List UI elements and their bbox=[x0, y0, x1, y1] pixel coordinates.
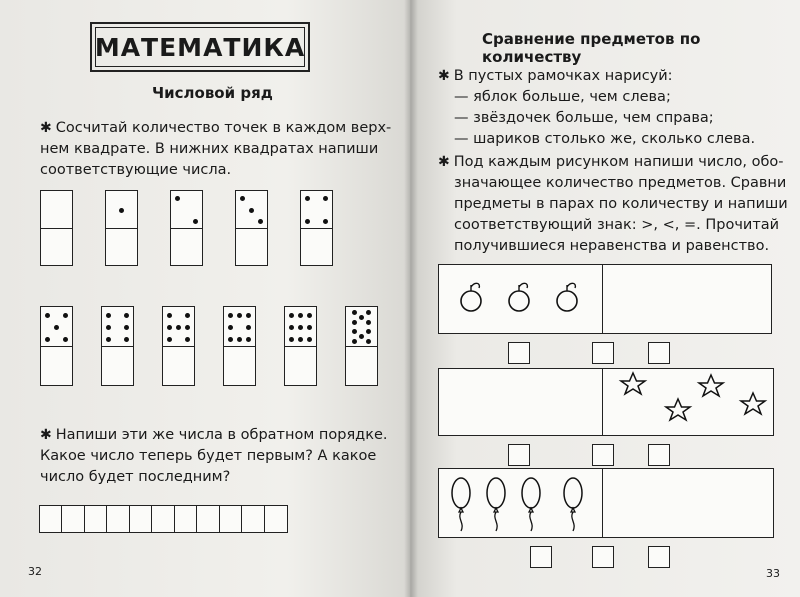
task1-line-3: соответствующие числа. bbox=[40, 162, 232, 178]
answer-cell[interactable] bbox=[39, 505, 63, 533]
domino-dot bbox=[63, 313, 68, 318]
domino-card bbox=[162, 306, 195, 386]
stars-left-pane[interactable] bbox=[438, 368, 604, 436]
bullet-star-icon: ✱ bbox=[438, 68, 450, 84]
right-task2-line-5: получившиеся неравенства и равенство. bbox=[454, 238, 770, 254]
domino-dot bbox=[366, 320, 371, 325]
task2-line-2: Какое число теперь будет первым? А какое bbox=[40, 448, 377, 464]
task2-line-3: число будет последним? bbox=[40, 469, 231, 485]
domino-dot bbox=[246, 337, 251, 342]
task1-line-2: нем квадрате. В нижних квадратах напиши bbox=[40, 141, 379, 157]
domino-dot bbox=[298, 325, 303, 330]
bullet-star-icon: ✱ bbox=[40, 427, 52, 443]
domino-card bbox=[300, 190, 333, 266]
domino-card bbox=[101, 306, 134, 386]
balloon-icon bbox=[487, 478, 505, 531]
answer-cell[interactable] bbox=[174, 505, 198, 533]
domino-card bbox=[40, 190, 73, 266]
domino-card bbox=[345, 306, 378, 386]
domino-dot bbox=[352, 320, 357, 325]
bullet-star-icon: ✱ bbox=[438, 154, 450, 170]
domino-dot bbox=[45, 337, 50, 342]
answer-cells-row bbox=[40, 505, 288, 533]
count-box[interactable] bbox=[508, 444, 530, 466]
domino-answer-area[interactable] bbox=[102, 346, 133, 385]
domino-dot bbox=[352, 310, 357, 315]
right-task2-line-1: Под каждым рисунком напиши число, обо- bbox=[453, 154, 784, 170]
domino-dot bbox=[185, 325, 190, 330]
apple-icon bbox=[509, 283, 529, 311]
domino-dot bbox=[167, 313, 172, 318]
domino-dot bbox=[298, 337, 303, 342]
domino-dot bbox=[124, 337, 129, 342]
domino-dot bbox=[185, 313, 190, 318]
domino-dot bbox=[305, 219, 310, 224]
section-title-box bbox=[90, 22, 310, 72]
balloons-right-pane[interactable] bbox=[602, 468, 774, 538]
domino-dot bbox=[176, 325, 181, 330]
right-task1-intro: В пустых рамочках нарисуй: bbox=[453, 68, 673, 84]
domino-answer-area[interactable] bbox=[285, 346, 316, 385]
task1-line-1: Сосчитай количество точек в каждом верх- bbox=[55, 120, 392, 136]
domino-dot bbox=[307, 313, 312, 318]
domino-card bbox=[40, 306, 73, 386]
answer-cell[interactable] bbox=[61, 505, 85, 533]
domino-answer-area[interactable] bbox=[163, 346, 194, 385]
apple-icon bbox=[461, 283, 481, 311]
domino-dot bbox=[54, 325, 59, 330]
answer-cell[interactable] bbox=[264, 505, 288, 533]
right-task-2 bbox=[438, 152, 788, 257]
domino-answer-area[interactable] bbox=[346, 346, 377, 385]
right-task1-item-3: — шариков столько же, сколько слева. bbox=[454, 131, 756, 147]
domino-dot bbox=[305, 196, 310, 201]
domino-dot bbox=[289, 313, 294, 318]
right-task1-item-1: — яблок больше, чем слева; bbox=[454, 89, 671, 105]
domino-dot bbox=[258, 219, 263, 224]
domino-answer-area[interactable] bbox=[301, 228, 332, 265]
answer-cell[interactable] bbox=[151, 505, 175, 533]
domino-card bbox=[223, 306, 256, 386]
domino-card bbox=[235, 190, 268, 266]
star-icon bbox=[666, 399, 690, 420]
domino-dot bbox=[228, 325, 233, 330]
task2-line-1: Напиши эти же числа в обратном порядке. bbox=[55, 427, 388, 443]
right-task2-line-4: соответствующий знак: >, <, =. Прочитай bbox=[454, 217, 780, 233]
domino-dot bbox=[237, 313, 242, 318]
answer-cell[interactable] bbox=[241, 505, 265, 533]
domino-dot bbox=[298, 313, 303, 318]
domino-dot bbox=[106, 337, 111, 342]
domino-dot bbox=[246, 313, 251, 318]
domino-dot bbox=[289, 337, 294, 342]
domino-dot bbox=[124, 313, 129, 318]
sign-box[interactable] bbox=[592, 546, 614, 568]
stars-right-pane bbox=[602, 368, 774, 436]
sign-box[interactable] bbox=[592, 342, 614, 364]
domino-card bbox=[105, 190, 138, 266]
balloon-icon bbox=[522, 478, 540, 531]
domino-dot bbox=[106, 325, 111, 330]
balloon-icon bbox=[452, 478, 470, 531]
answer-cell[interactable] bbox=[84, 505, 108, 533]
domino-dot bbox=[359, 334, 364, 339]
balloons-left-pane bbox=[438, 468, 604, 538]
star-icon bbox=[621, 373, 645, 394]
apples-right-pane[interactable] bbox=[602, 264, 772, 334]
domino-dot bbox=[366, 329, 371, 334]
domino-dot bbox=[246, 325, 251, 330]
count-box[interactable] bbox=[648, 546, 670, 568]
domino-dot bbox=[167, 325, 172, 330]
answer-cell[interactable] bbox=[129, 505, 153, 533]
domino-answer-area[interactable] bbox=[224, 346, 255, 385]
domino-answer-area[interactable] bbox=[171, 228, 202, 265]
left-task-1 bbox=[40, 118, 391, 181]
domino-dot bbox=[106, 313, 111, 318]
right-task2-line-2: значающее количество предметов. Сравни bbox=[454, 175, 787, 191]
domino-card bbox=[170, 190, 203, 266]
domino-dot bbox=[323, 196, 328, 201]
domino-dot bbox=[185, 337, 190, 342]
bullet-star-icon: ✱ bbox=[40, 120, 52, 136]
domino-dot bbox=[193, 219, 198, 224]
apples-group bbox=[439, 265, 602, 332]
balloon-icon bbox=[564, 478, 582, 531]
count-box[interactable] bbox=[530, 546, 552, 568]
domino-dot bbox=[249, 208, 254, 213]
book-gutter bbox=[404, 0, 418, 597]
count-box[interactable] bbox=[508, 342, 530, 364]
domino-dot bbox=[124, 325, 129, 330]
sign-box[interactable] bbox=[592, 444, 614, 466]
domino-dot bbox=[366, 339, 371, 344]
answer-cell[interactable] bbox=[219, 505, 243, 533]
domino-answer-area[interactable] bbox=[41, 228, 72, 265]
domino-dot bbox=[352, 329, 357, 334]
star-icon bbox=[699, 375, 723, 396]
domino-dot bbox=[352, 339, 357, 344]
domino-dot bbox=[240, 196, 245, 201]
balloons-group bbox=[439, 469, 602, 536]
domino-answer-area[interactable] bbox=[106, 228, 137, 265]
domino-dot bbox=[45, 313, 50, 318]
domino-dot bbox=[307, 337, 312, 342]
domino-answer-area[interactable] bbox=[41, 346, 72, 385]
domino-dot bbox=[167, 337, 172, 342]
apple-icon bbox=[557, 283, 577, 311]
domino-dot bbox=[63, 337, 68, 342]
domino-dot bbox=[119, 208, 124, 213]
page-number-right: 33 bbox=[766, 567, 780, 580]
domino-dot bbox=[366, 310, 371, 315]
left-subtitle: Числовой ряд bbox=[152, 84, 273, 102]
right-task1-item-2: — звёздочек больше, чем справа; bbox=[454, 110, 714, 126]
answer-cell[interactable] bbox=[106, 505, 130, 533]
answer-cell[interactable] bbox=[196, 505, 220, 533]
apples-left-pane bbox=[438, 264, 604, 334]
domino-dot bbox=[307, 325, 312, 330]
domino-card bbox=[284, 306, 317, 386]
right-task-1 bbox=[438, 66, 755, 150]
right-title: Сравнение предметов по количеству bbox=[482, 30, 701, 66]
domino-answer-area[interactable] bbox=[236, 228, 267, 265]
domino-dot bbox=[237, 337, 242, 342]
star-icon bbox=[741, 393, 765, 414]
page-number-left: 32 bbox=[28, 565, 42, 578]
section-title: МАТЕМАТИКА bbox=[94, 32, 306, 62]
domino-dot bbox=[289, 325, 294, 330]
domino-dot bbox=[228, 313, 233, 318]
domino-dot bbox=[323, 219, 328, 224]
domino-dot bbox=[228, 337, 233, 342]
left-task-2 bbox=[40, 425, 387, 488]
domino-dot bbox=[359, 315, 364, 320]
count-box[interactable] bbox=[648, 444, 670, 466]
stars-group bbox=[603, 369, 772, 434]
right-task2-line-3: предметы в парах по количеству и напиши bbox=[454, 196, 788, 212]
count-box[interactable] bbox=[648, 342, 670, 364]
right-page bbox=[410, 0, 800, 597]
domino-dot bbox=[175, 196, 180, 201]
